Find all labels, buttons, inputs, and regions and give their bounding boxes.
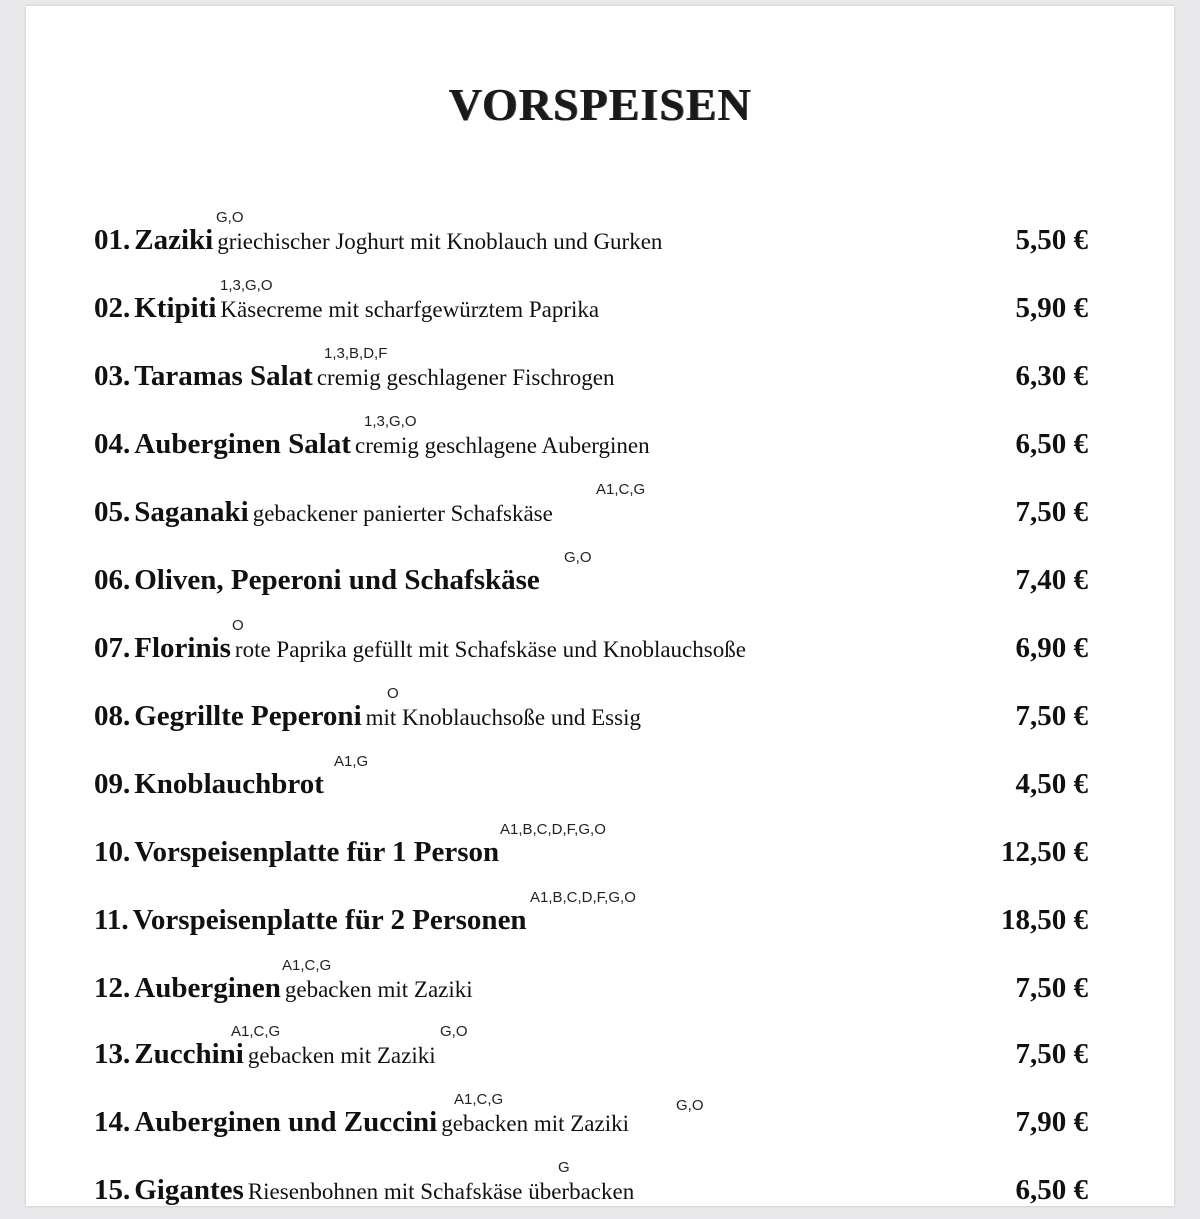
item-price: 5,50 € [1015,224,1088,256]
item-price: 4,50 € [1015,768,1088,800]
menu-item [94,277,1088,337]
page-title: VORSPEISEN [448,79,752,130]
item-name: Taramas Salat [134,360,313,392]
item-description: griechischer Joghurt mit Knoblauch und Gurken [217,229,663,254]
item-description: cremig geschlagene Auberginen [354,433,650,458]
item-price: 7,50 € [1015,496,1088,528]
item-price: 6,30 € [1015,360,1088,392]
item-name: Auberginen [134,972,281,1004]
menu-item [94,549,1088,609]
menu-item [94,345,1088,405]
item-price: 7,50 € [1015,972,1088,1004]
item-number: 02. [94,292,131,324]
item-number: 10. [94,836,131,868]
item-number: 09. [94,768,131,800]
allergen-code: 1,3,B,D,F [324,345,388,362]
item-number: 11. [94,904,129,936]
allergen-code: A1,C,G [282,957,332,974]
allergen-code: G,O [440,1023,468,1040]
item-price: 12,50 € [1001,836,1088,868]
allergen-code: A1,B,C,D,F,G,O [500,821,606,838]
menu-page [26,6,1174,1206]
item-name: Florinis [134,632,231,664]
item-price: 5,90 € [1015,292,1088,324]
item-name: Saganaki [134,496,249,528]
allergen-code: A1,C,G [596,481,646,498]
menu-item [94,617,1088,677]
item-number: 15. [94,1174,131,1206]
item-price: 6,90 € [1015,632,1088,664]
item-name: Oliven, Peperoni und Schafskäse [134,564,540,596]
allergen-code: G,O [216,209,244,226]
menu-item [94,889,1088,949]
allergen-code: O [232,617,244,634]
item-number: 14. [94,1106,131,1138]
menu-item [94,1091,1088,1151]
item-name: Zucchini [134,1038,244,1070]
item-description: gebackener panierter Schafskäse [252,501,553,526]
item-number: 01. [94,224,131,256]
menu-item [94,413,1088,473]
item-name: Vorspeisenplatte für 2 Personen [132,904,527,936]
item-number: 04. [94,428,131,460]
item-number: 03. [94,360,131,392]
item-price: 6,50 € [1015,1174,1088,1206]
item-description: mit Knoblauchsoße und Essig [365,705,641,730]
menu-item [94,1159,1088,1219]
menu-item [94,481,1088,541]
allergen-code: G [558,1159,570,1176]
item-name: Gigantes [134,1174,244,1206]
item-number: 07. [94,632,131,664]
item-name: Gegrillte Peperoni [134,700,362,732]
item-description: Käsecreme mit scharfgewürztem Paprika [220,297,600,322]
item-description: gebacken mit Zaziki [284,977,473,1002]
menu-item [94,209,1088,269]
allergen-code: A1,G [334,753,369,770]
allergen-code: O [387,685,399,702]
item-name: Zaziki [134,224,214,256]
menu-item [94,957,1088,1017]
allergen-code: G,O [564,549,592,566]
item-price: 18,50 € [1001,904,1088,936]
item-price: 7,40 € [1015,564,1088,596]
item-price: 7,50 € [1015,1038,1088,1070]
allergen-code: 1,3,G,O [220,277,273,294]
item-price: 7,50 € [1015,700,1088,732]
item-number: 06. [94,564,131,596]
item-name: Knoblauchbrot [134,768,324,800]
item-number: 08. [94,700,131,732]
item-description: rote Paprika gefüllt mit Schafskäse und Knoblauchsoße [234,637,746,662]
item-name: Auberginen Salat [134,428,351,460]
item-number: 13. [94,1038,131,1070]
allergen-code: A1,B,C,D,F,G,O [530,889,636,906]
menu-item [94,685,1088,745]
item-description: Riesenbohnen mit Schafskäse überbacken [247,1179,635,1204]
item-number: 12. [94,972,131,1004]
allergen-code: 1,3,G,O [364,413,417,430]
menu-item [94,753,1088,813]
allergen-code: G,O [676,1097,704,1114]
item-description: cremig geschlagener Fischrogen [316,365,615,390]
allergen-code: A1,C,G [454,1091,504,1108]
item-description: gebacken mit Zaziki [441,1111,629,1136]
item-number: 05. [94,496,131,528]
item-price: 6,50 € [1015,428,1088,460]
item-name: Ktipiti [134,292,217,324]
allergen-code: A1,C,G [231,1023,281,1040]
menu-item [94,1023,1088,1083]
menu-item [94,821,1088,881]
item-name: Vorspeisenplatte für 1 Person [134,836,500,868]
item-name: Auberginen und Zuccini [134,1106,438,1138]
item-price: 7,90 € [1015,1106,1088,1138]
item-description: gebacken mit Zaziki [247,1043,436,1068]
